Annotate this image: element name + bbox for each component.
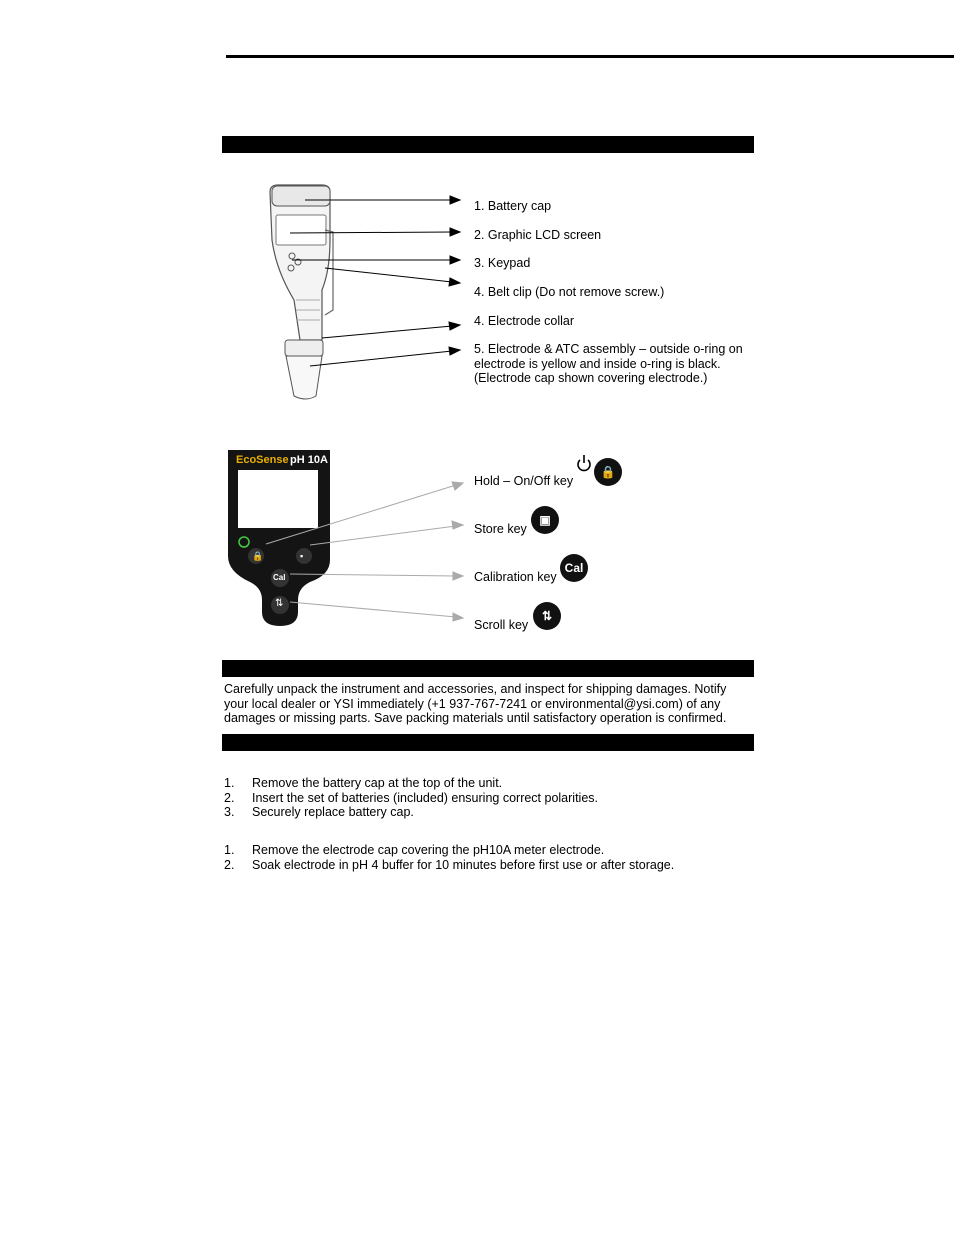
key-label-calibration: Calibration key: [474, 570, 557, 584]
lock-icon: 🔒: [594, 458, 622, 486]
list-item: 1. Remove the electrode cap covering the pH10A meter electrode.: [224, 843, 605, 857]
keypad-store-icon: ▪: [300, 551, 304, 561]
key-label-scroll: Scroll key: [474, 618, 529, 632]
keypad-model: pH 10A: [290, 454, 328, 466]
list-item: 1. Remove the battery cap at the top of the unit.: [224, 776, 503, 790]
list-item: 2. Soak electrode in pH 4 buffer for 10 minutes before first use or after storage.: [224, 857, 675, 872]
keypad-scroll-icon: ⇅: [275, 598, 284, 609]
floppy-disk-icon: ▣: [531, 506, 559, 534]
part-label-battery-cap: 1. Battery cap: [474, 199, 552, 213]
section-bar-unpacking: [222, 660, 754, 677]
list-item: 2. Insert the set of batteries (included) ensuring correct polarities.: [224, 790, 599, 805]
part-label-keypad: 3. Keypad: [474, 256, 531, 270]
electrode-steps-list: [224, 843, 674, 872]
key-label-store: Store key: [474, 522, 527, 536]
section-bar-setup: [222, 734, 754, 751]
part-label-electrode-collar: 4. Electrode collar: [474, 314, 575, 328]
cal-icon: Cal: [560, 554, 588, 582]
unpacking-paragraph: Carefully unpack the instrument and accessories, and inspect for shipping damages. Notify your local dealer or YSI immediately (+1 937-767-7241 or environmental@ysi.com) of any damages or missing parts. Save packing materials until satisfactory operation is confirmed.: [224, 682, 727, 725]
key-label-hold: Hold – On/Off key: [474, 474, 574, 488]
keypad-cal-icon: Cal: [273, 573, 286, 582]
part-label-belt-clip: 4. Belt clip (Do not remove screw.): [474, 285, 665, 299]
battery-steps-list: [224, 776, 598, 820]
scroll-arrows-icon: ⇅: [533, 602, 561, 630]
part-label-lcd-screen: 2. Graphic LCD screen: [474, 228, 602, 242]
part-label-electrode-assembly: 5. Electrode & ATC assembly – outside o-ring on electrode is yellow and inside o-ring is black. (Electrode cap shown covering electrode.): [474, 342, 743, 385]
list-item: 3. Securely replace battery cap.: [224, 805, 414, 819]
keypad-brand: EcoSense: [236, 454, 289, 466]
keypad-lock-icon: 🔒: [252, 551, 264, 561]
